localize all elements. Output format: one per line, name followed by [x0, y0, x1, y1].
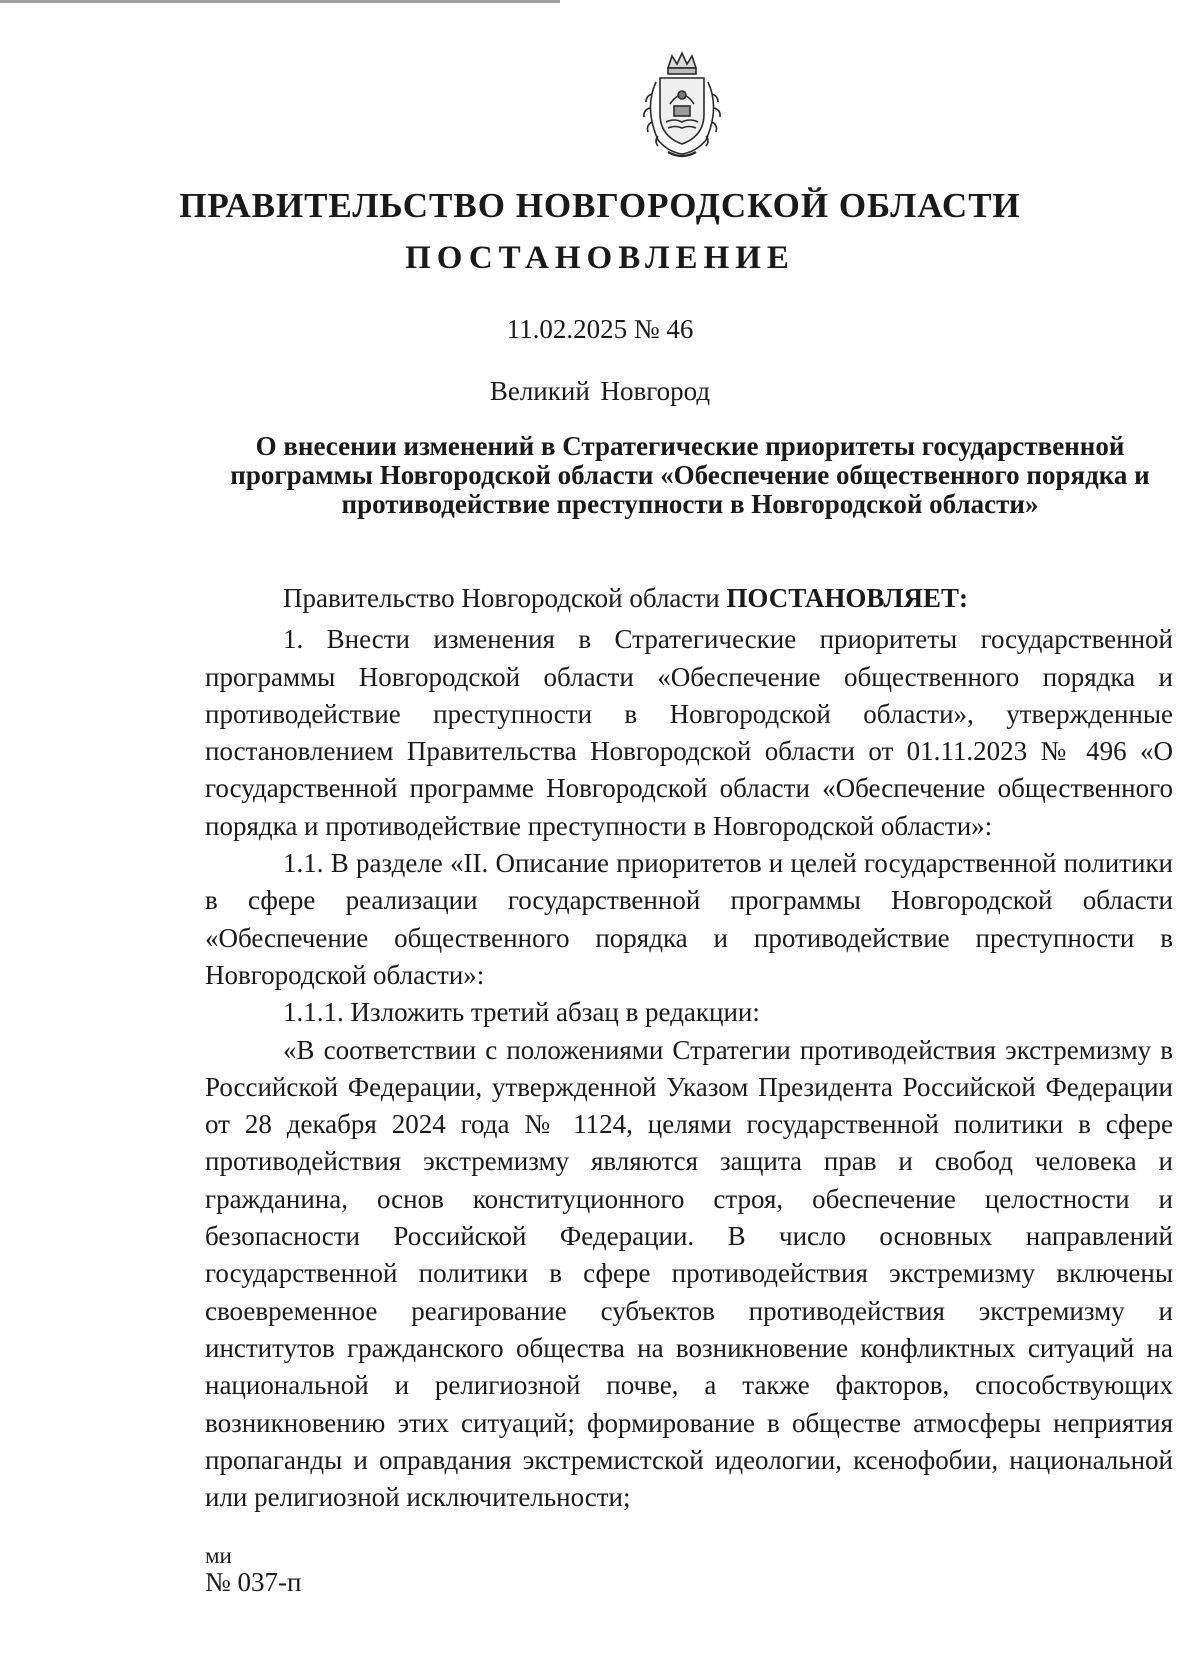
preamble	[205, 580, 1173, 617]
paragraph-1-1: 1.1. В разделе «II. Описание приоритетов и целей государственной политики в сфере реализации государственной программы Новгородской области «Обеспечение общественного порядка и противодействие преступности в Новгородской области»:	[205, 848, 1173, 990]
document-type: ПОСТАНОВЛЕНИЕ	[405, 240, 795, 276]
coat-of-arms-icon	[634, 48, 730, 160]
executor-initials: ми	[205, 1543, 232, 1568]
document-code: № 037-п	[205, 1567, 302, 1597]
paragraph-1: 1. Внести изменения в Стратегические приоритеты государственной программы Новгородской области «Обеспечение общественного порядка и противодействие преступности в Новгородской области», утвержденные постановлением Правительства Новгородской области от 01.11.2023 № 496 «О государственной программе Новгородской области «Обеспечение общественного порядка и противодействие преступности в Новгородской области»:	[205, 624, 1173, 841]
document-subject: О внесении изменений в Стратегические приоритеты государственной программы Новгородской области «Обеспечение общественного порядка и противодействие преступности в Новгородской области»	[230, 431, 1150, 519]
paragraph-quote: «В соответствии с положениями Стратегии противодействия экстремизму в Российской Федерации, утвержденной Указом Президента Российской Федерации от 28 декабря 2024 года № 1124, целями государственной политики в сфере противодействия экстремизму являются защита прав и свобод человека и гражданина, основ конституционного строя, обеспечение целостности и безопасности Российской Федерации. В число основных направлений государственной политики в сфере противодействия экстремизму включены своевременное реагирование субъектов противодействия экстремизму и институтов гражданского общества на возникновение конфликтных ситуаций на национальной и религиозной почве, а также факторов, способствующих возникновению этих ситуаций; формирование в обществе атмосферы неприятия пропаганды и оправдания экстремистской идеологии, ксенофобии, национальной или религиозной исключительности;	[205, 1034, 1173, 1513]
preamble-emphasis: ПОСТАНОВЛЯЕТ:	[726, 583, 968, 613]
preamble-text: Правительство Новгородской области	[283, 583, 727, 613]
document-city: Великий Новгород	[489, 376, 711, 406]
document-body	[205, 580, 1173, 1516]
organization-title: ПРАВИТЕЛЬСТВО НОВГОРОДСКОЙ ОБЛАСТИ	[179, 186, 1021, 225]
scan-border-line	[0, 0, 560, 3]
document-date-number: 11.02.2025 № 46	[506, 314, 694, 344]
paragraph-1-1-1: 1.1.1. Изложить третий абзац в редакции:	[283, 997, 760, 1028]
